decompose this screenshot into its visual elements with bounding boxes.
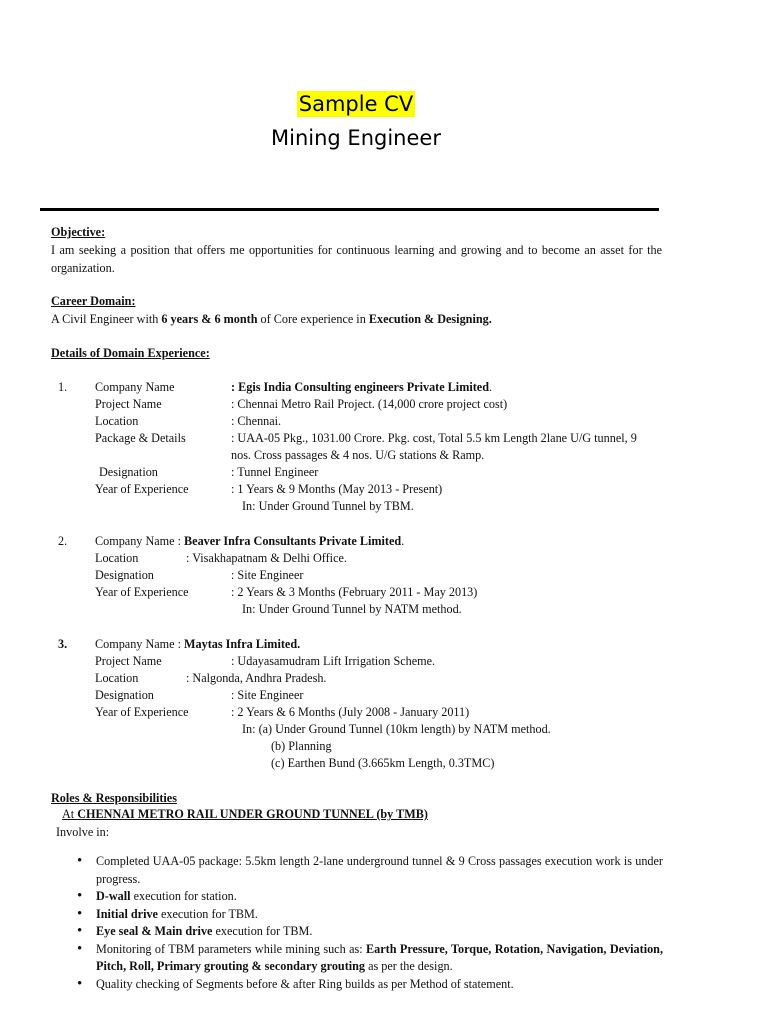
cv-subtitle: Mining Engineer [271,126,441,150]
list-item: • Completed UAA-05 package: 5.5km length 2-lane underground tunnel & 9 Cross passages execution work is under progress. [77,853,663,888]
job2-company: Company Name : Beaver Infra Consultants Private Limited. [95,534,405,548]
objective-text: I am seeking a position that offers me opportunities for continuous learning and growing and to become an asset for the organization. [51,243,662,275]
job2-number: 2. [58,534,68,548]
job3-experience-in: In: (a) Under Ground Tunnel (10km length) by NATM method. [242,722,551,736]
job3-project-label: Project Name [95,654,162,668]
job3-designation-label: Designation [95,688,154,702]
cv-title-highlight: Sample CV [298,92,414,116]
list-item: • Eye seal & Main drive execution for TBM. [77,923,663,941]
job1-experience-in: In: Under Ground Tunnel by TBM. [242,499,414,513]
career-heading: Career Domain: [51,294,136,308]
job2-experience-in: In: Under Ground Tunnel by NATM method. [242,602,462,616]
job1-package-cont: nos. Cross passages & 4 nos. U/G stations & Ramp. [231,448,485,462]
job1-experience-value: : 1 Years & 9 Months (May 2013 - Present) [231,482,443,496]
job1-designation-label: Designation [99,465,158,479]
header-divider [40,208,659,211]
job3-location-label: Location [95,671,139,685]
job3-number: 3. [58,637,68,651]
job3-experience-label: Year of Experience [95,705,189,719]
list-item: • Monitoring of TBM parameters while mining such as: Earth Pressure, Torque, Rotation, Navigation, Deviation, Pitch, Roll, Primary grouting & secondary grouting as per the design. [77,941,663,976]
roles-heading: Roles & Responsibilities [51,791,177,805]
job3-project-value: : Udayasamudram Lift Irrigation Scheme. [231,654,436,668]
job1-number: 1. [58,380,68,394]
job2-location-label: Location [95,551,139,565]
list-item: • Initial drive execution for TBM. [77,906,663,924]
job1-location-value: : Chennai. [231,414,282,428]
career-text: A Civil Engineer with 6 years & 6 month of Core experience in Execution & Designing. [51,312,492,326]
job3-experience-c: (c) Earthen Bund (3.665km Length, 0.3TMC) [271,756,495,770]
job1-package-label: Package & Details [95,431,186,445]
objective-heading: Objective: [51,225,106,239]
job3-experience-b: (b) Planning [271,739,332,753]
job1-designation-value: : Tunnel Engineer [231,465,319,479]
cv-title [0,92,712,116]
list-item: • D-wall execution for station. [77,888,663,906]
responsibility-list [77,853,663,993]
job2-location-value: : Visakhapatnam & Delhi Office. [186,551,347,565]
job1-location-label: Location [95,414,139,428]
job3-location-value: : Nalgonda, Andhra Pradesh. [186,671,327,685]
job1-package-value: : UAA-05 Pkg., 1031.00 Crore. Pkg. cost, Total 5.5 km Length 2lane U/G tunnel, 9 [231,431,637,445]
list-item: • Quality checking of Segments before & after Ring builds as per Method of statement. [77,976,663,994]
job2-designation-value: : Site Engineer [231,568,304,582]
job2-designation-label: Designation [95,568,154,582]
job1-project-value: : Chennai Metro Rail Project. (14,000 crore project cost) [231,397,508,411]
job2-experience-label: Year of Experience [95,585,189,599]
roles-project: At CHENNAI METRO RAIL UNDER GROUND TUNNEL (by TMB) [62,807,428,821]
job1-company-value: : Egis India Consulting engineers Private Limited. [231,380,493,394]
job2-experience-value: : 2 Years & 3 Months (February 2011 - May 2013) [231,585,478,599]
details-heading: Details of Domain Experience: [51,346,210,360]
job3-designation-value: : Site Engineer [231,688,304,702]
job1-project-label: Project Name [95,397,162,411]
job1-company-label: Company Name [95,380,175,394]
job1-experience-label: Year of Experience [95,482,189,496]
job3-company: Company Name : Maytas Infra Limited. [95,637,301,651]
roles-involve: Involve in: [56,825,110,839]
job3-experience-value: : 2 Years & 6 Months (July 2008 - January 2011) [231,705,470,719]
